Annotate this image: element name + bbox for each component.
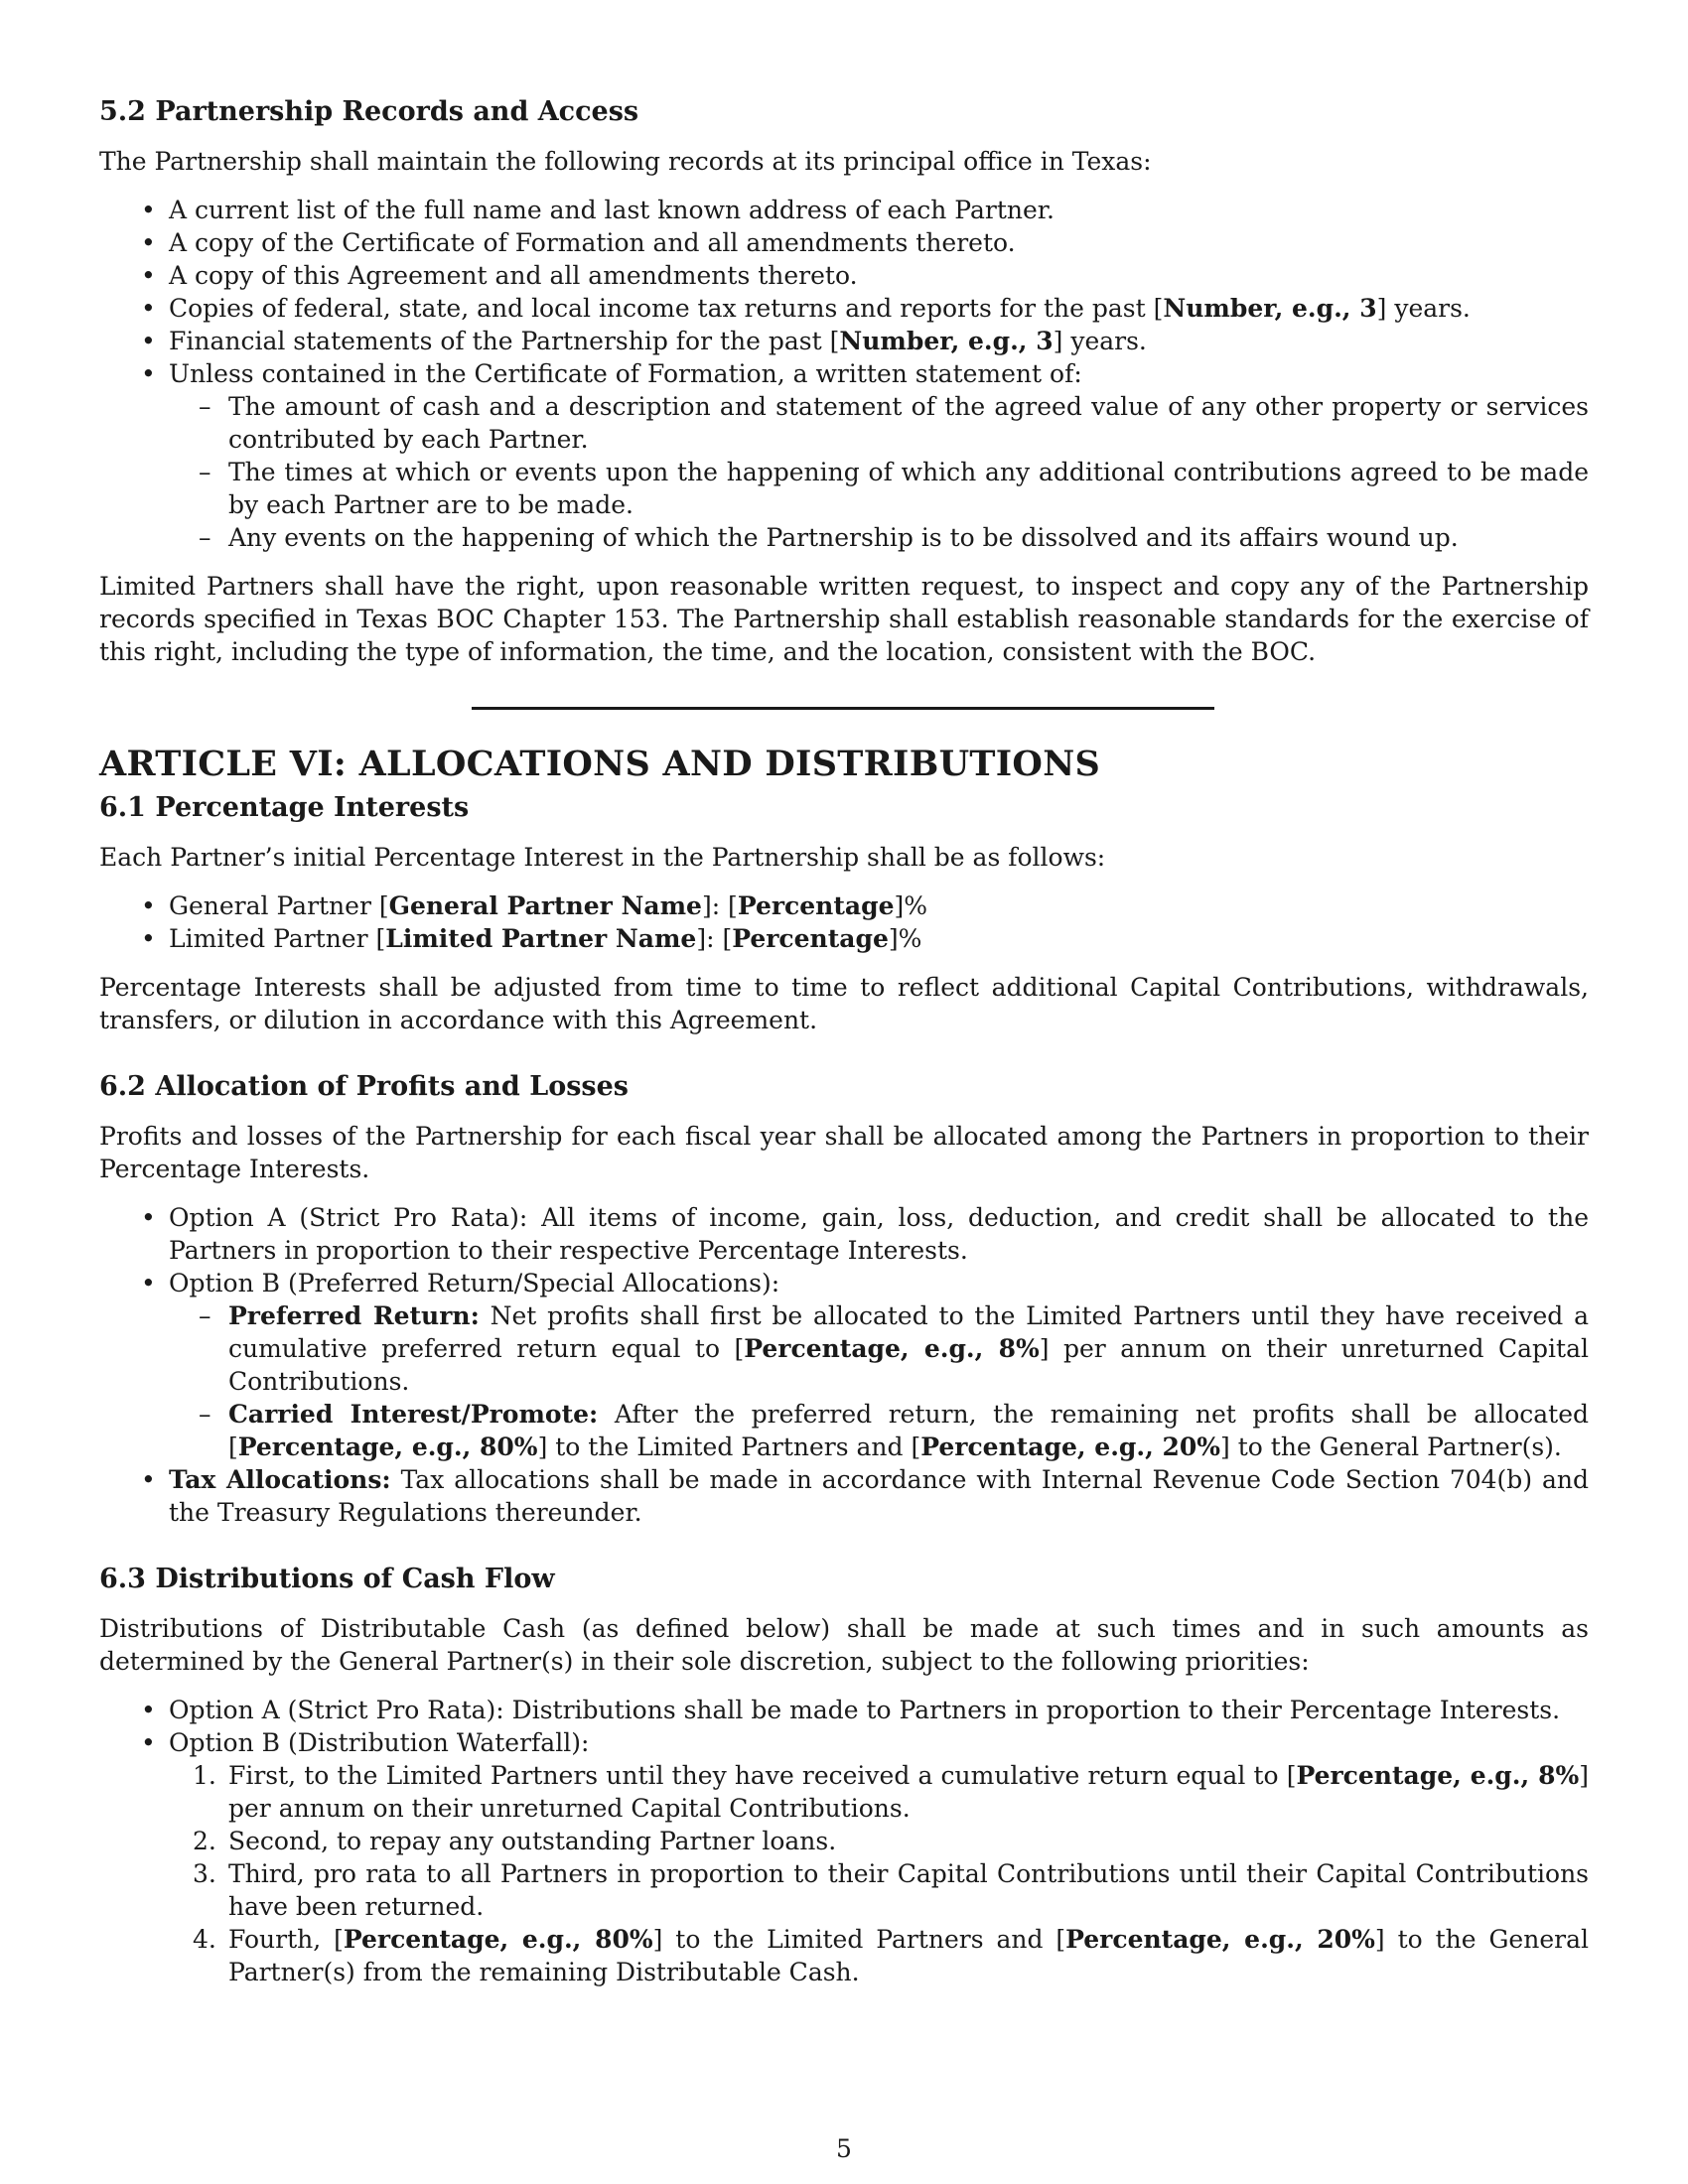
- text: Limited Partner [: [169, 924, 386, 953]
- text: After the preferred return, the remaining net profits shall be allocated [: [228, 1400, 1589, 1461]
- placeholder-field: General Partner Name: [388, 891, 702, 920]
- text: Tax allocations shall be made in accordance with Internal Revenue Code Section 704(b) and the Treasury Regulations thereunder.: [169, 1465, 1589, 1527]
- interests-list: [99, 889, 1589, 955]
- list-item: • A current list of the full name and last known address of each Partner.: [169, 194, 1589, 226]
- text: Option B (Preferred Return/Special Allocations):: [169, 1269, 780, 1297]
- placeholder-field: Percentage, e.g., 20%: [920, 1433, 1221, 1461]
- list-item: [169, 922, 1589, 955]
- text: Unless contained in the Certificate of Formation, a written statement of:: [169, 359, 1082, 388]
- text: ] to the Limited Partners and [: [537, 1433, 921, 1461]
- paragraph: Each Partner’s initial Percentage Interest in the Partnership shall be as follows:: [99, 843, 1106, 872]
- text: ]%: [888, 924, 922, 953]
- records-list: [99, 194, 1589, 554]
- page-number: 5: [836, 2134, 852, 2163]
- text: Fourth, [: [228, 1925, 344, 1954]
- list-item: [169, 325, 1589, 357]
- list-item: • Option A (Strict Pro Rata): All items of income, gain, loss, deduction, and credit shall be allocated to the Partners in proportion to their respective Percentage Interests.: [169, 1201, 1589, 1267]
- section-heading-5-2: 5.2 Partnership Records and Access: [99, 96, 639, 127]
- text: ] to the General Partner(s).: [1220, 1433, 1562, 1461]
- numbered-item: [193, 1825, 1589, 1857]
- list-item: • A copy of this Agreement and all amendments thereto.: [169, 259, 1589, 292]
- article-title: ARTICLE VI: ALLOCATIONS AND DISTRIBUTIONS: [99, 744, 1101, 784]
- text: Copies of federal, state, and local income tax returns and reports for the past [: [169, 294, 1164, 323]
- placeholder-field: Percentage, e.g., 8%: [744, 1334, 1040, 1363]
- allocation-options-list: [99, 1201, 1589, 1529]
- list-item: [169, 1463, 1589, 1529]
- document-page: [99, 95, 1589, 1988]
- placeholder-field: Percentage, e.g., 80%: [343, 1925, 653, 1954]
- text: Net profits shall first be allocated to the Limited Partners until they have received a cumulative preferred return equal to [: [228, 1301, 1589, 1363]
- paragraph: Percentage Interests shall be adjusted from time to time to reflect additional Capital Contributions, withdrawals, transfers, or dilution in accordance with this Agreement.: [99, 973, 1589, 1034]
- text: ] per annum on their unreturned Capital Contributions.: [228, 1334, 1589, 1396]
- item-number: 3.: [193, 1859, 216, 1888]
- horizontal-rule: [472, 707, 1214, 710]
- term-label: Tax Allocations:: [169, 1465, 391, 1494]
- list-item: [169, 1267, 1589, 1463]
- sub-list: [169, 1299, 1589, 1463]
- placeholder-field: Percentage, e.g., 80%: [237, 1433, 538, 1461]
- placeholder-field: Percentage, e.g., 20%: [1065, 1925, 1375, 1954]
- list-item: • Option A (Strict Pro Rata): Distributions shall be made to Partners in proportion to their Percentage Interests.: [169, 1694, 1589, 1726]
- text: ] per annum on their unreturned Capital Contributions.: [228, 1761, 1589, 1823]
- list-item: [169, 889, 1589, 922]
- text: ]%: [894, 891, 927, 920]
- term-label: Carried Interest/Promote:: [228, 1400, 599, 1429]
- text: Third, pro rata to all Partners in proportion to their Capital Contributions until their Capital Contributions have been returned.: [228, 1859, 1589, 1921]
- text: ] to the General Partner(s) from the remaining Distributable Cash.: [228, 1925, 1589, 1986]
- text: Financial statements of the Partnership for the past [: [169, 327, 840, 355]
- paragraph: Distributions of Distributable Cash (as defined below) shall be made at such times and in such amounts as determined by the General Partner(s) in their sole discretion, subject to the following priorities:: [99, 1614, 1589, 1676]
- list-item: • A copy of the Certificate of Formation and all amendments thereto.: [169, 226, 1589, 259]
- placeholder-field: Percentage: [732, 924, 889, 953]
- distribution-options-list: [99, 1694, 1589, 1988]
- placeholder-field: Number, e.g., 3: [839, 327, 1054, 355]
- sub-list-item: [228, 1299, 1589, 1398]
- section-heading-6-2: 6.2 Allocation of Profits and Losses: [99, 1071, 629, 1102]
- text: Option B (Distribution Waterfall):: [169, 1728, 590, 1757]
- text: First, to the Limited Partners until they have received a cumulative return equal to [: [228, 1761, 1297, 1790]
- text: Second, to repay any outstanding Partner loans.: [228, 1827, 837, 1855]
- numbered-item: [193, 1857, 1589, 1923]
- sub-list-item: [228, 1398, 1589, 1463]
- placeholder-field: Number, e.g., 3: [1163, 294, 1377, 323]
- item-number: 4.: [193, 1925, 216, 1954]
- text: General Partner [: [169, 891, 389, 920]
- placeholder-field: Limited Partner Name: [385, 924, 697, 953]
- list-item: [169, 292, 1589, 325]
- numbered-item: [193, 1923, 1589, 1988]
- sub-list-item: – The times at which or events upon the happening of which any additional contributions agreed to be made by each Partner are to be made.: [228, 456, 1589, 521]
- item-number: 1.: [193, 1761, 216, 1790]
- list-item: [169, 357, 1589, 554]
- section-heading-6-3: 6.3 Distributions of Cash Flow: [99, 1564, 555, 1594]
- paragraph: Profits and losses of the Partnership for each fiscal year shall be allocated among the Partners in proportion to their Percentage Interests.: [99, 1122, 1589, 1183]
- placeholder-field: Percentage: [737, 891, 895, 920]
- term-label: Preferred Return:: [228, 1301, 480, 1330]
- placeholder-field: Percentage, e.g., 8%: [1296, 1761, 1580, 1790]
- text: ] years.: [1376, 294, 1471, 323]
- numbered-item: [193, 1759, 1589, 1825]
- text: ]: [: [696, 924, 733, 953]
- item-number: 2.: [193, 1827, 216, 1855]
- sub-list: [169, 390, 1589, 554]
- paragraph: The Partnership shall maintain the following records at its principal office in Texas:: [99, 147, 1152, 176]
- text: ] to the Limited Partners and [: [652, 1925, 1066, 1954]
- text: ] years.: [1053, 327, 1147, 355]
- sub-list-item: – The amount of cash and a description and statement of the agreed value of any other property or services contributed by each Partner.: [228, 390, 1589, 456]
- text: ]: [: [701, 891, 738, 920]
- waterfall-list: [169, 1759, 1589, 1988]
- paragraph: Limited Partners shall have the right, upon reasonable written request, to inspect and copy any of the Partnership records specified in Texas BOC Chapter 153. The Partnership shall establish reasonable standards for the exercise of this right, including the type of information, the time, and the location, consistent with the BOC.: [99, 572, 1589, 666]
- sub-list-item: – Any events on the happening of which the Partnership is to be dissolved and its affairs wound up.: [228, 521, 1589, 554]
- list-item: [169, 1726, 1589, 1988]
- section-heading-6-1: 6.1 Percentage Interests: [99, 792, 470, 823]
